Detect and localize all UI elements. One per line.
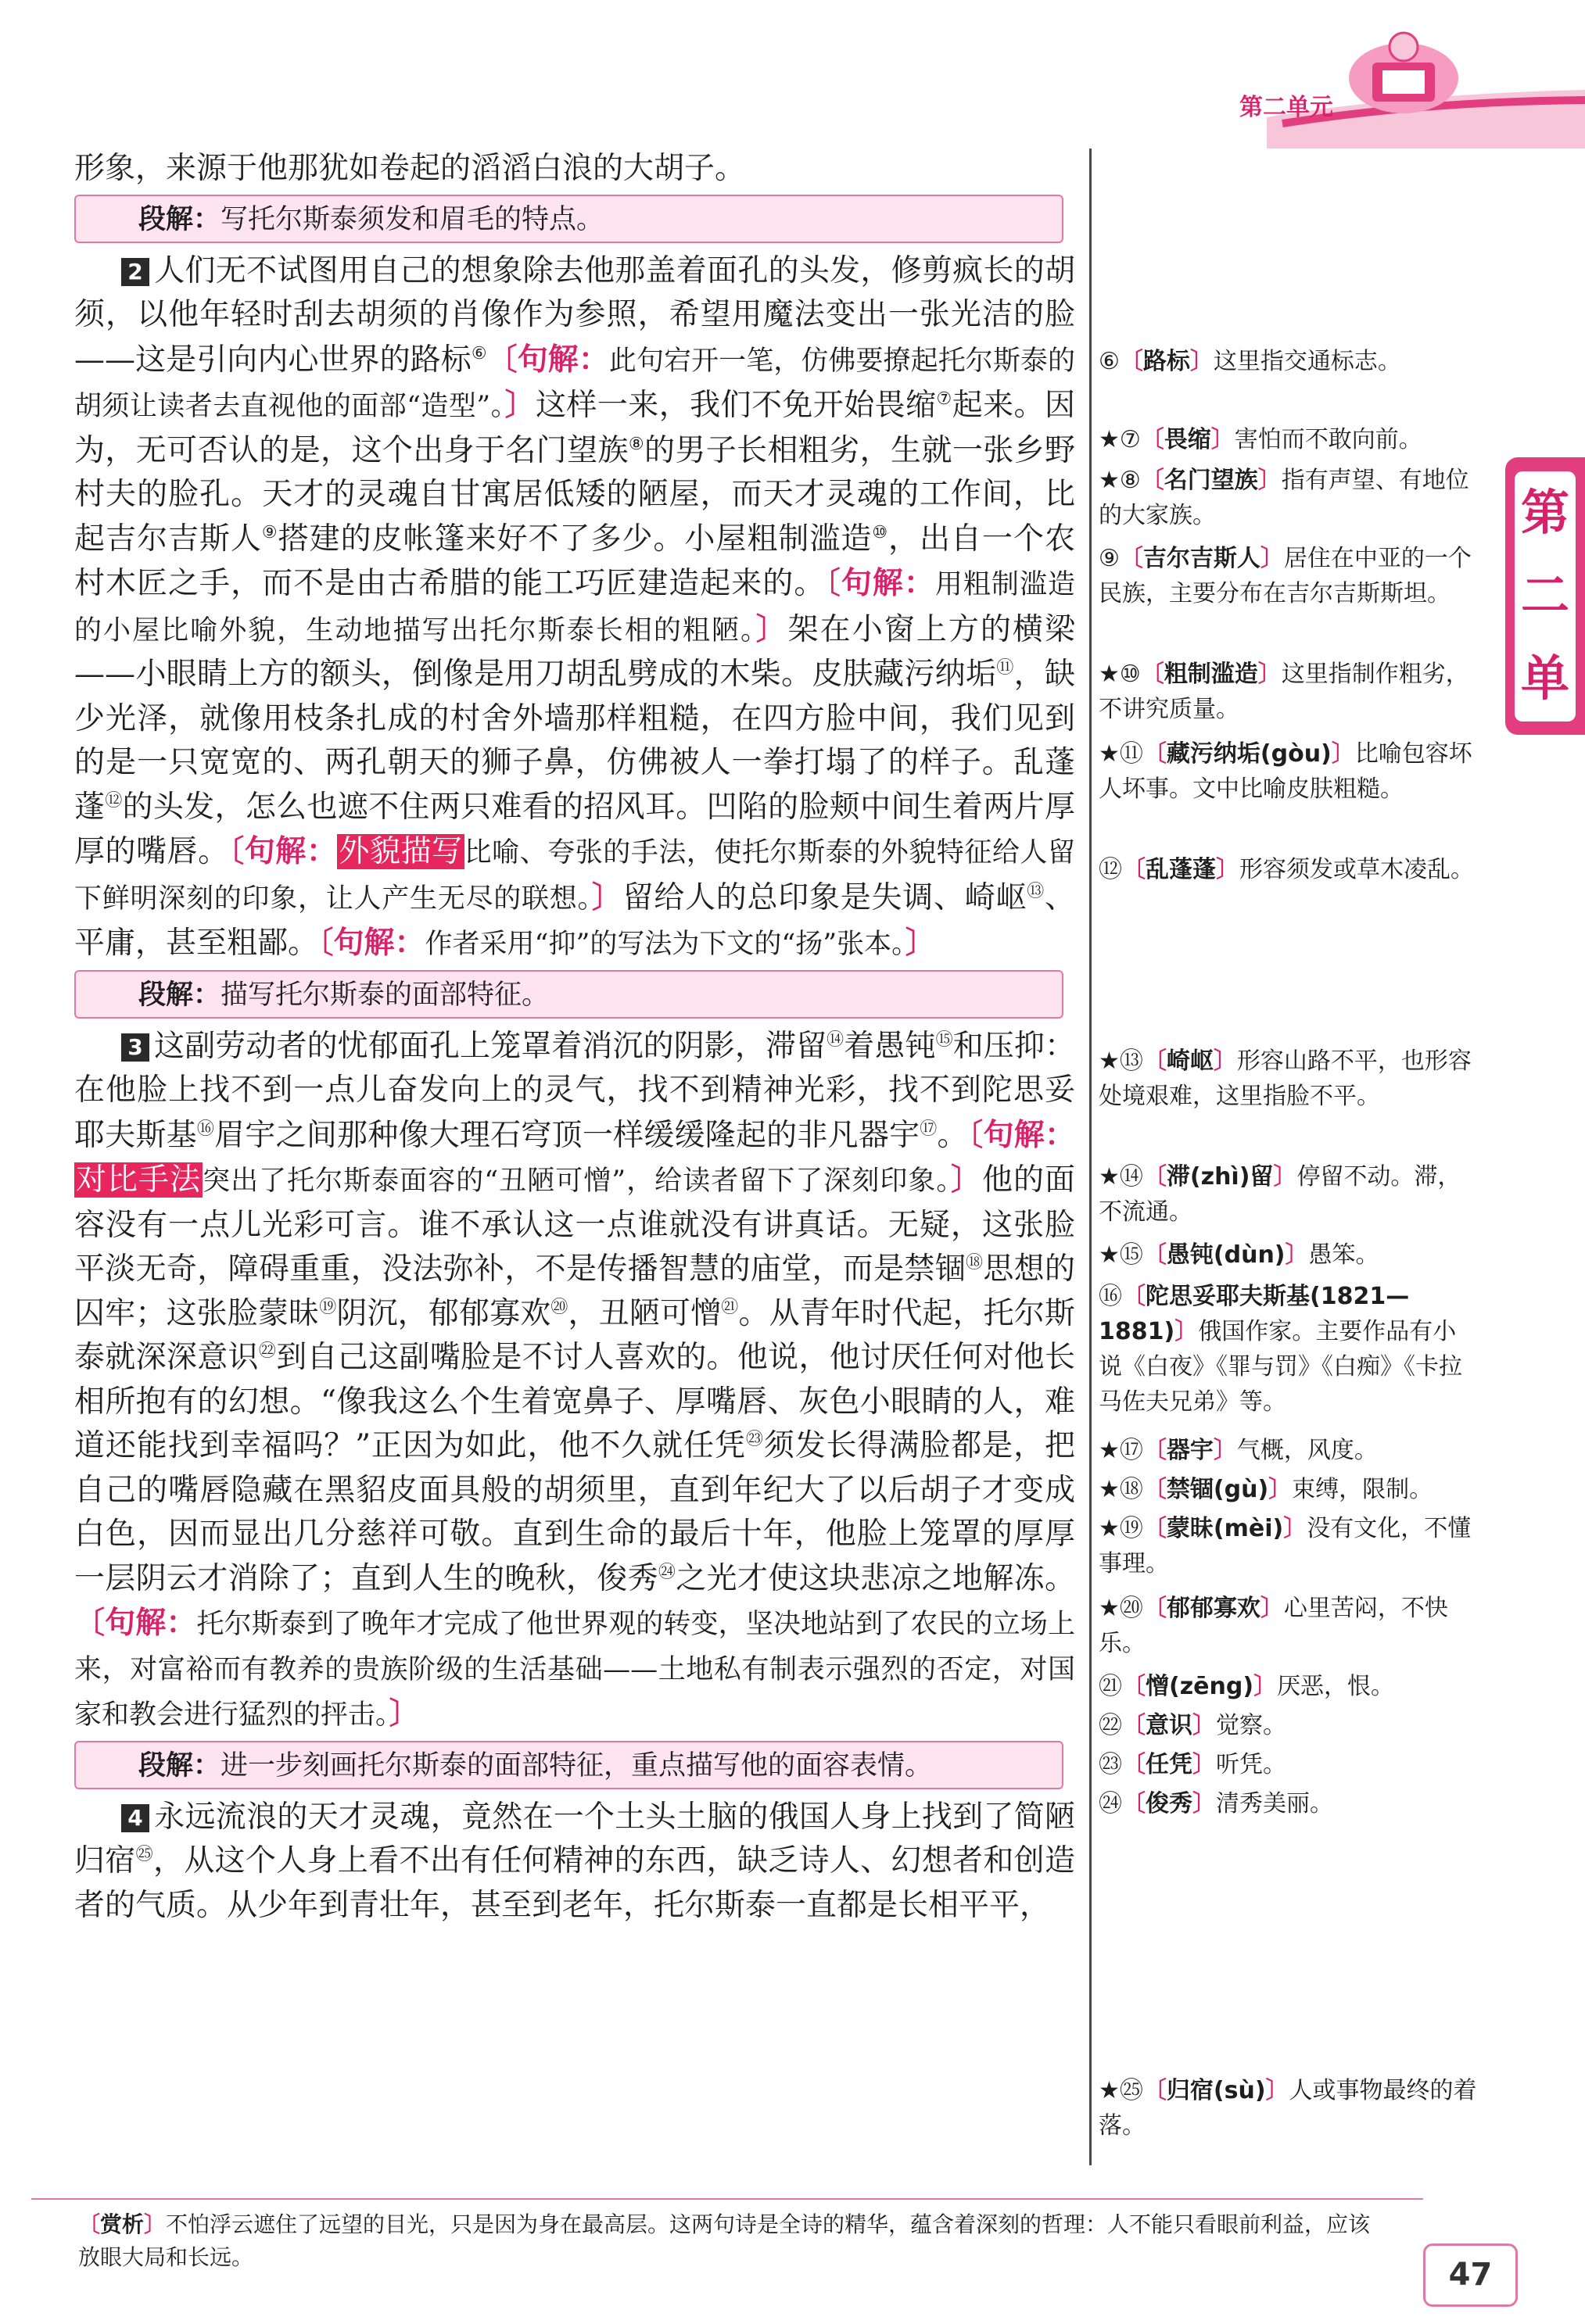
- note-item: ★⑧〔名门望族〕指有声望、有地位的大家族。: [1099, 467, 1469, 529]
- appreciation-footer: 〔赏析〕不怕浮云遮住了远望的目光，只是因为身在最高层。这两句诗是全诗的精华，蕴含着深刻的哲理：人不能只看眼前利益，应该放眼大局和长远。: [78, 2211, 1371, 2270]
- side-tab-char: 二: [1520, 567, 1569, 624]
- note-item: ★⑭〔滞(zhì)留〕停留不动。滞，不流通。: [1099, 1163, 1461, 1226]
- note-item: ★⑮〔愚钝(dùn)〕愚笨。: [1099, 1241, 1379, 1269]
- paragraph-1-tail: 形象，来源于他那犹如卷起的滔滔白浪的大胡子。: [74, 151, 746, 186]
- note-item: ★⑩〔粗制滥造〕这里指制作粗劣，不讲究质量。: [1099, 661, 1469, 723]
- main-text: [74, 147, 1075, 1928]
- note-item: ㉔〔俊秀〕清秀美丽。: [1099, 1790, 1333, 1817]
- unit-title: 第二单元: [1239, 94, 1333, 121]
- note-item: ★⑰〔器宇〕气概，风度。: [1099, 1437, 1378, 1464]
- note-item: ⑫〔乱蓬蓬〕形容须发或草木凌乱。: [1099, 856, 1474, 883]
- column-divider: [1089, 149, 1092, 2165]
- page-number: 47: [1423, 2243, 1518, 2307]
- paragraph-analysis: 段解：进一步刻画托尔斯泰的面部特征，重点描写他的面容表情。: [74, 1741, 1063, 1789]
- unit-side-tab: [1505, 457, 1585, 735]
- side-tab-char: 第: [1520, 484, 1569, 541]
- note-item: ㉑〔憎(zēng)〕厌恶，恨。: [1099, 1673, 1395, 1700]
- note-item: ⑯〔陀思妥耶夫斯基(1821—1881)〕俄国作家。主要作品有小说《白夜》《罪与罚》《白痴》《卡拉马佐夫兄弟》等。: [1099, 1283, 1462, 1416]
- paragraph-analysis: 段解：写托尔斯泰须发和眉毛的特点。: [74, 195, 1063, 243]
- paragraph-analysis: 段解：描写托尔斯泰的面部特征。: [74, 970, 1063, 1019]
- note-item: ★⑳〔郁郁寡欢〕心里苦闷，不快乐。: [1099, 1595, 1448, 1657]
- note-item: ⑥〔路标〕这里指交通标志。: [1099, 348, 1401, 375]
- note-item: ㉒〔意识〕觉察。: [1099, 1712, 1286, 1739]
- note-item: ★⑬〔崎岖〕形容山路不平，也形容处境艰难，这里指脸不平。: [1099, 1047, 1472, 1110]
- note-item: ★⑦〔畏缩〕害怕而不敢向前。: [1099, 426, 1422, 453]
- note-item: ★㉕〔归宿(sù)〕人或事物最终的着落。: [1099, 2077, 1477, 2140]
- note-item: ★⑱〔禁锢(gù)〕束缚，限制。: [1099, 1476, 1433, 1503]
- paragraph-2: 2 人们无不试图用自己的想象除去他那盖着面孔的头发，修剪疯长的胡须，以他年轻时刮去胡须的肖像作为参照，希望用魔法变出一张光洁的脸——这是引向内心世界的路标⑥〔句解：此句宕开一笔，仿佛要撩起托尔斯泰的胡须让读者去直视他的面部“造型”。〕这样一来，我们不免开始畏缩⑦起来。因为，无可否认的是，这个出身于名门望族⑧的男子长相粗劣，生就一张乡野村夫的脸孔。天才的灵魂自甘寓居低矮的陋屋，而天才灵魂的工作间，比起吉尔吉斯人⑨搭建的皮帐篷来好不了多少。小屋粗制滥造⑩，出自一个农村木匠之手，而不是由古希腊的能工巧匠建造起来的。〔句解：用粗制滥造的小屋比喻外貌，生动地描写出托尔斯泰长相的粗陋。〕架在小窗上方的横梁——小眼睛上方的额头，倒像是用刀胡乱劈成的木柴。皮肤藏污纳垢⑪，缺少光泽，就像用枝条扎成的村舍外墙那样粗糙，在四方脸中间，我们见到的是一只宽宽的、两孔朝天的狮子鼻，仿佛被人一拳打塌了的样子。乱蓬蓬⑫的头发，怎么也遮不住两只难看的招风耳。凹陷的脸颊中间生着两片厚厚的嘴唇。〔句解：外貌描写比喻、夸张的手法，使托尔斯泰的外貌特征给人留下鲜明深刻的印象，让人产生无尽的联想。〕留给人的总印象是失调、崎岖⑬、平庸，甚至粗鄙。〔句解：作者采用“抑”的写法为下文的“扬”张本。〕: [74, 252, 1075, 961]
- note-item: ⑨〔吉尔吉斯人〕居住在中亚的一个民族，主要分布在吉尔吉斯斯坦。: [1099, 545, 1472, 607]
- vocabulary-notes: [1099, 0, 1478, 2173]
- note-item: ★⑲〔蒙昧(mèi)〕没有文化，不懂事理。: [1099, 1515, 1472, 1577]
- paragraph-4: 4 永远流浪的天才灵魂，竟然在一个土头土脑的俄国人身上找到了简陋归宿$^㉕$，从这个人身上看不出有任何精神的东西，缺乏诗人、幻想者和创造者的气质。从少年到青壮年，甚至到老年，托尔斯泰一直都是长相平平，: [74, 1799, 1075, 1923]
- note-item: ㉓〔任凭〕听凭。: [1099, 1751, 1286, 1778]
- paragraph-3: 3 这副劳动者的忧郁面孔上笼罩着消沉的阴影，滞留⑭着愚钝⑮和压抑：在他脸上找不到一点儿奋发向上的灵气，找不到精神光彩，找不到陀思妥耶夫斯基⑯眉宇之间那种像大理石穹顶一样缓缓隆起的非凡器宇⑰。〔句解：对比手法突出了托尔斯泰面容的“丑陋可憎”，给读者留下了深刻印象。〕他的面容没有一点儿光彩可言。谁不承认这一点谁就没有讲真话。无疑，这张脸平淡无奇，障碍重重，没法弥补，不是传播智慧的庙堂，而是禁锢⑱思想的囚牢；这张脸蒙昧⑲阴沉，郁郁寡欢⑳，丑陋可憎$^㉑$。从青年时代起，托尔斯泰就深深意识$^㉒$到自己这副嘴脸是不讨人喜欢的。他说，他讨厌任何对他长相所抱有的幻想。“像我这么个生着宽鼻子、厚嘴唇、灰色小眼睛的人，难道还能找到幸福吗？”正因为如此，他不久就任凭$^㉓$须发长得满脸都是，把自己的嘴唇隐藏在黑貂皮面具般的胡须里，直到年纪大了以后胡子才变成白色，因而显出几分慈祥可敬。直到生命的最后十年，他脸上笼罩的厚厚一层阴云才消除了；直到人生的晚秋，俊秀$^㉔$之光才使这块悲凉之地解冻。〔句解：托尔斯泰到了晚年才完成了他世界观的转变，坚决地站到了农民的立场上来，对富裕而有教养的贵族阶级的生活基础——土地私有制表示强烈的否定，对国家和教会进行猛烈的抨击。〕: [74, 1028, 1075, 1731]
- footer-divider: [31, 2198, 1423, 2200]
- side-tab-char: 单: [1520, 650, 1569, 707]
- note-item: ★⑪〔藏污纳垢(gòu)〕比喻包容坏人坏事。文中比喻皮肤粗糙。: [1099, 740, 1472, 803]
